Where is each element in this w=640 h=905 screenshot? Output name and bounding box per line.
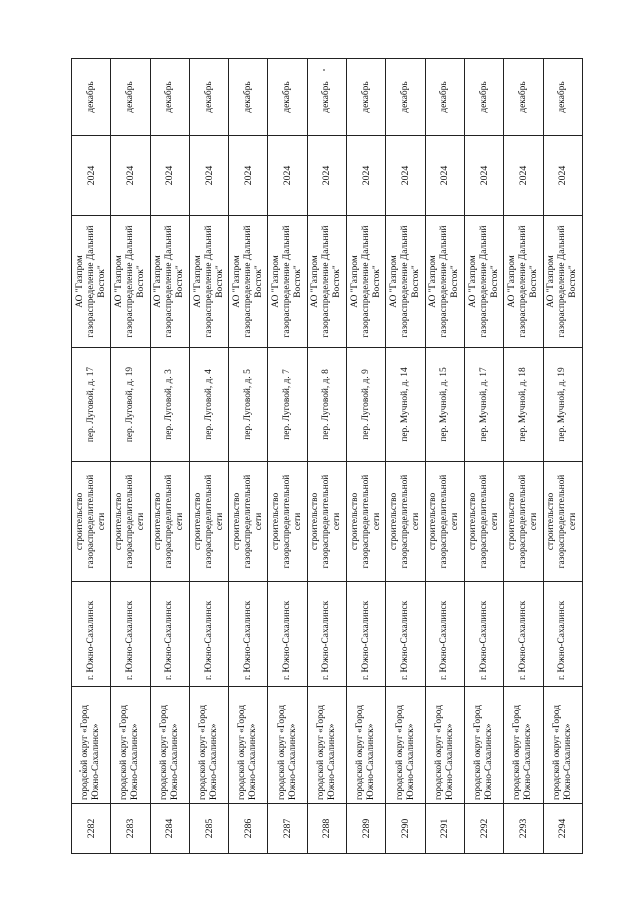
municipal-district-cell: городской округ «Город Южно-Сахалинск»	[307, 687, 346, 804]
row-number-cell: 2293	[504, 804, 543, 854]
municipal-district-cell: городской округ «Город Южно-Сахалинск»	[425, 687, 464, 804]
municipal-district-cell: городской округ «Город Южно-Сахалинск»	[111, 687, 150, 804]
address-cell: пер. Луговой, д. 4	[189, 348, 228, 462]
organization-cell: АО "Газпром газораспределение Дальний Восток"	[347, 216, 386, 348]
table-row	[189, 59, 228, 854]
table-row	[464, 59, 503, 854]
month-cell: декабрь	[189, 59, 228, 136]
municipal-district-cell: городской округ «Город Южно-Сахалинск»	[504, 687, 543, 804]
organization-cell: АО "Газпром газораспределение Дальний Восток"	[189, 216, 228, 348]
address-cell: пер. Луговой, д. 17	[72, 348, 111, 462]
settlement-cell: г. Южно-Сахалинск	[229, 582, 268, 687]
organization-cell: АО "Газпром газораспределение Дальний Восток"	[268, 216, 307, 348]
year-cell: 2024	[464, 136, 503, 216]
month-cell: декабрь	[150, 59, 189, 136]
address-cell: пер. Луговой, д. 9	[347, 348, 386, 462]
organization-cell: АО "Газпром газораспределение Дальний Восток"	[111, 216, 150, 348]
table-row	[307, 59, 346, 854]
organization-cell: АО "Газпром газораспределение Дальний Восток"	[386, 216, 425, 348]
row-number-cell: 2284	[150, 804, 189, 854]
month-cell: декабрь	[111, 59, 150, 136]
table-row	[347, 59, 386, 854]
year-cell: 2024	[72, 136, 111, 216]
address-cell: пер. Луговой, д. 3	[150, 348, 189, 462]
settlement-cell: г. Южно-Сахалинск	[425, 582, 464, 687]
row-number-cell: 2283	[111, 804, 150, 854]
municipal-district-cell: городской округ «Город Южно-Сахалинск»	[543, 687, 582, 804]
work-type-cell: строительство газораспределительной сети	[189, 462, 228, 582]
municipal-district-cell: городской округ «Город Южно-Сахалинск»	[189, 687, 228, 804]
settlement-cell: г. Южно-Сахалинск	[72, 582, 111, 687]
table-row	[72, 59, 111, 854]
table-row	[386, 59, 425, 854]
settlement-cell: г. Южно-Сахалинск	[543, 582, 582, 687]
address-cell: пер. Луговой, д. 8	[307, 348, 346, 462]
month-cell: декабрь	[347, 59, 386, 136]
work-type-cell: строительство газораспределительной сети	[425, 462, 464, 582]
organization-cell: АО "Газпром газораспределение Дальний Восток"	[504, 216, 543, 348]
address-cell: пер. Луговой, д. 5	[229, 348, 268, 462]
settlement-cell: г. Южно-Сахалинск	[111, 582, 150, 687]
work-type-cell: строительство газораспределительной сети	[347, 462, 386, 582]
row-number-cell: 2285	[189, 804, 228, 854]
municipal-district-cell: городской округ «Город Южно-Сахалинск»	[229, 687, 268, 804]
row-number-cell: 2289	[347, 804, 386, 854]
organization-cell: АО "Газпром газораспределение Дальний Восток"	[464, 216, 503, 348]
table-row	[229, 59, 268, 854]
month-cell: декабрь	[229, 59, 268, 136]
settlement-cell: г. Южно-Сахалинск	[504, 582, 543, 687]
work-type-cell: строительство газораспределительной сети	[504, 462, 543, 582]
year-cell: 2024	[229, 136, 268, 216]
year-cell: 2024	[268, 136, 307, 216]
organization-cell: АО "Газпром газораспределение Дальний Восток"	[229, 216, 268, 348]
settlement-cell: г. Южно-Сахалинск	[307, 582, 346, 687]
gasification-schedule-table	[71, 58, 583, 854]
municipal-district-cell: городской округ «Город Южно-Сахалинск»	[268, 687, 307, 804]
month-cell: декабрь	[386, 59, 425, 136]
address-cell: пер. Мучной, д. 17	[464, 348, 503, 462]
table-row	[504, 59, 543, 854]
settlement-cell: г. Южно-Сахалинск	[347, 582, 386, 687]
address-cell: пер. Луговой, д. 19	[111, 348, 150, 462]
address-cell: пер. Луговой, д. 7	[268, 348, 307, 462]
table-row	[268, 59, 307, 854]
municipal-district-cell: городской округ «Город Южно-Сахалинск»	[347, 687, 386, 804]
table-row	[543, 59, 582, 854]
work-type-cell: строительство газораспределительной сети	[386, 462, 425, 582]
year-cell: 2024	[425, 136, 464, 216]
municipal-district-cell: городской округ «Город Южно-Сахалинск»	[464, 687, 503, 804]
row-number-cell: 2292	[464, 804, 503, 854]
work-type-cell: строительство газораспределительной сети	[307, 462, 346, 582]
work-type-cell: строительство газораспределительной сети	[268, 462, 307, 582]
table-row	[111, 59, 150, 854]
work-type-cell: строительство газораспределительной сети	[543, 462, 582, 582]
row-number-cell: 2291	[425, 804, 464, 854]
year-cell: 2024	[111, 136, 150, 216]
address-cell: пер. Мучной, д. 15	[425, 348, 464, 462]
organization-cell: АО "Газпром газораспределение Дальний Восток"	[150, 216, 189, 348]
table-row	[150, 59, 189, 854]
settlement-cell: г. Южно-Сахалинск	[386, 582, 425, 687]
settlement-cell: г. Южно-Сахалинск	[150, 582, 189, 687]
row-number-cell: 2282	[72, 804, 111, 854]
year-cell: 2024	[347, 136, 386, 216]
row-number-cell: 2286	[229, 804, 268, 854]
address-cell: пер. Мучной, д. 14	[386, 348, 425, 462]
year-cell: 2024	[307, 136, 346, 216]
row-number-cell: 2294	[543, 804, 582, 854]
year-cell: 2024	[150, 136, 189, 216]
municipal-district-cell: городской округ «Город Южно-Сахалинск»	[150, 687, 189, 804]
settlement-cell: г. Южно-Сахалинск	[189, 582, 228, 687]
month-cell: декабрь	[425, 59, 464, 136]
organization-cell: АО "Газпром газораспределение Дальний Восток"	[307, 216, 346, 348]
work-type-cell: строительство газораспределительной сети	[150, 462, 189, 582]
organization-cell: АО "Газпром газораспределение Дальний Восток"	[72, 216, 111, 348]
municipal-district-cell: городской округ «Город Южно-Сахалинск»	[72, 687, 111, 804]
address-cell: пер. Мучной, д. 18	[504, 348, 543, 462]
month-cell: декабрь	[268, 59, 307, 136]
month-cell: декабрь	[464, 59, 503, 136]
table-row	[425, 59, 464, 854]
row-number-cell: 2290	[386, 804, 425, 854]
work-type-cell: строительство газораспределительной сети	[111, 462, 150, 582]
month-cell: декабрь	[504, 59, 543, 136]
municipal-district-cell: городской округ «Город Южно-Сахалинск»	[386, 687, 425, 804]
month-cell: декабрь	[307, 59, 346, 136]
year-cell: 2024	[504, 136, 543, 216]
address-cell: пер. Мучной, д. 19	[543, 348, 582, 462]
row-number-cell: 2287	[268, 804, 307, 854]
work-type-cell: строительство газораспределительной сети	[72, 462, 111, 582]
year-cell: 2024	[543, 136, 582, 216]
year-cell: 2024	[189, 136, 228, 216]
settlement-cell: г. Южно-Сахалинск	[464, 582, 503, 687]
organization-cell: АО "Газпром газораспределение Дальний Восток"	[543, 216, 582, 348]
work-type-cell: строительство газораспределительной сети	[464, 462, 503, 582]
settlement-cell: г. Южно-Сахалинск	[268, 582, 307, 687]
year-cell: 2024	[386, 136, 425, 216]
work-type-cell: строительство газораспределительной сети	[229, 462, 268, 582]
table-body	[72, 59, 583, 854]
organization-cell: АО "Газпром газораспределение Дальний Восток"	[425, 216, 464, 348]
month-cell: декабрь	[72, 59, 111, 136]
row-number-cell: 2288	[307, 804, 346, 854]
rotated-page-content	[71, 59, 583, 854]
month-cell: декабрь	[543, 59, 582, 136]
